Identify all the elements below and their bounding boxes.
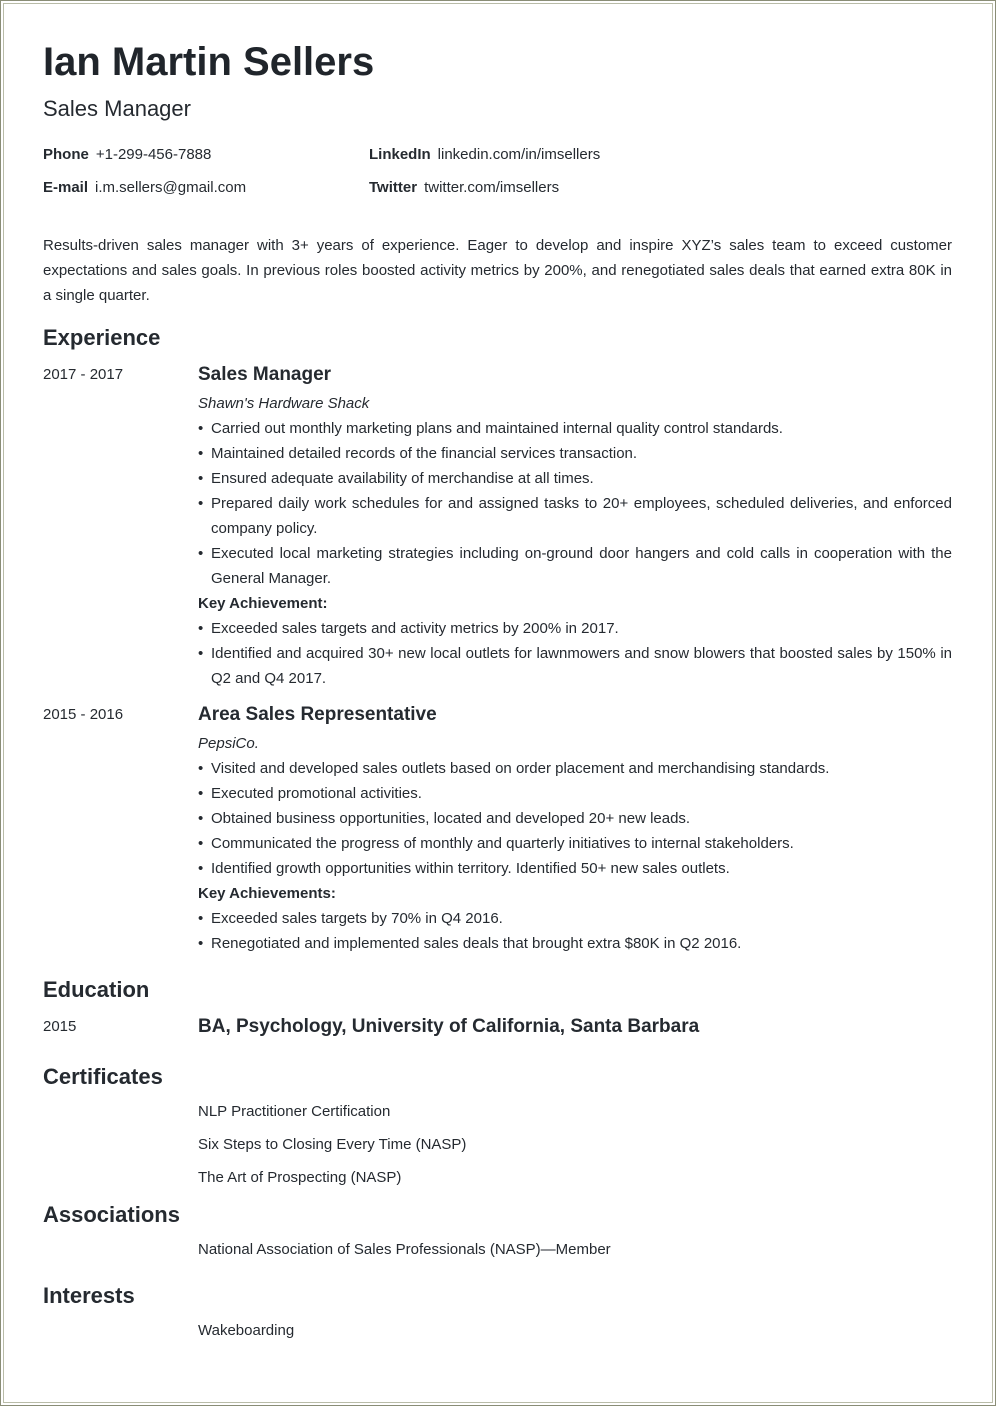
duty-item: • Prepared daily work schedules for and assigned tasks to 20+ employees, scheduled deliveries, and enforced company policy. <box>198 491 952 541</box>
experience-heading: Experience <box>43 325 161 350</box>
associations-heading: Associations <box>43 1202 180 1227</box>
job-details <box>198 702 952 956</box>
contact-linkedin <box>369 146 952 164</box>
education-heading: Education <box>43 977 150 1002</box>
job-company: Shawn's Hardware Shack <box>198 395 370 412</box>
summary: Results-driven sales manager with 3+ years of experience. Eager to develop and inspire XYZ’s sales team to exceed customer expectations and sales goals. In previous roles boosted activity metrics by 200%, and renegotiated sales deals that earned extra 80K in a single quarter. <box>43 237 952 304</box>
duty-item: • Communicated the progress of monthly and quarterly initiatives to internal stakeholders. <box>198 831 952 856</box>
achievement-item: • Exceeded sales targets and activity metrics by 200% in 2017. <box>198 616 952 641</box>
contact-linkedin-value: linkedin.com/in/imsellers <box>437 146 601 163</box>
education-degree: BA, Psychology, University of California, Santa Barbara <box>198 1016 700 1037</box>
job-duties <box>198 416 952 591</box>
achievement-item: • Renegotiated and implemented sales deals that brought extra $80K in Q2 2016. <box>198 931 952 956</box>
education-year: 2015 <box>43 1018 77 1035</box>
duty-item: • Obtained business opportunities, located and developed 20+ new leads. <box>198 806 952 831</box>
duty-item: • Visited and developed sales outlets based on order placement and merchandising standards. <box>198 756 952 781</box>
education-details <box>198 1014 952 1039</box>
contact-twitter-label: Twitter <box>369 179 418 196</box>
job-title: Area Sales Representative <box>198 704 437 725</box>
achievement-item: • Identified and acquired 30+ new local outlets for lawnmowers and snow blowers that boosted sales by 150% in Q2 and Q4 2017. <box>198 641 952 691</box>
achievements-label: Key Achievement: <box>198 595 328 612</box>
interest-item: Wakeboarding <box>198 1322 295 1339</box>
job-achievements <box>198 906 952 956</box>
contact-email-value: i.m.sellers@gmail.com <box>95 179 247 196</box>
certificates-list <box>198 1099 952 1198</box>
achievement-item: • Exceeded sales targets by 70% in Q4 2016. <box>198 906 952 931</box>
contact-info <box>43 146 952 197</box>
contact-phone-label: Phone <box>43 146 89 163</box>
contact-twitter <box>369 179 952 197</box>
duty-item: • Identified growth opportunities within territory. Identified 50+ new sales outlets. <box>198 856 952 881</box>
association-item: National Association of Sales Professionals (NASP)—Member <box>198 1241 611 1258</box>
candidate-title: Sales Manager <box>43 96 191 121</box>
contact-email <box>43 179 369 197</box>
job-dates: 2015 - 2016 <box>43 706 124 723</box>
candidate-name: Ian Martin Sellers <box>43 40 375 84</box>
job-dates: 2017 - 2017 <box>43 366 124 383</box>
achievements-label: Key Achievements: <box>198 885 336 902</box>
job-achievements <box>198 616 952 691</box>
duty-item: • Executed promotional activities. <box>198 781 952 806</box>
contact-twitter-value: twitter.com/imsellers <box>424 179 560 196</box>
certificate-item: Six Steps to Closing Every Time (NASP) <box>198 1136 467 1153</box>
duty-item: • Ensured adequate availability of merchandise at all times. <box>198 466 952 491</box>
experience-entry <box>43 702 952 956</box>
education-entry <box>43 1014 952 1039</box>
duty-item: • Carried out monthly marketing plans and maintained internal quality control standards. <box>198 416 952 441</box>
job-title: Sales Manager <box>198 364 332 385</box>
job-details <box>198 362 952 691</box>
certificate-item: The Art of Prospecting (NASP) <box>198 1169 402 1186</box>
duty-item: • Maintained detailed records of the financial services transaction. <box>198 441 952 466</box>
job-company: PepsiCo. <box>198 735 259 752</box>
duty-item: • Executed local marketing strategies including on-ground door hangers and cold calls in cooperation with the General Manager. <box>198 541 952 591</box>
contact-email-label: E-mail <box>43 179 89 196</box>
interests-heading: Interests <box>43 1283 135 1308</box>
experience-entry <box>43 362 952 691</box>
contact-linkedin-label: LinkedIn <box>369 146 431 163</box>
certificate-item: NLP Practitioner Certification <box>198 1103 391 1120</box>
certificates-heading: Certificates <box>43 1064 163 1089</box>
contact-phone-value: +1-299-456-7888 <box>95 146 212 163</box>
job-duties <box>198 756 952 881</box>
contact-phone <box>43 146 369 164</box>
resume <box>43 38 952 1343</box>
